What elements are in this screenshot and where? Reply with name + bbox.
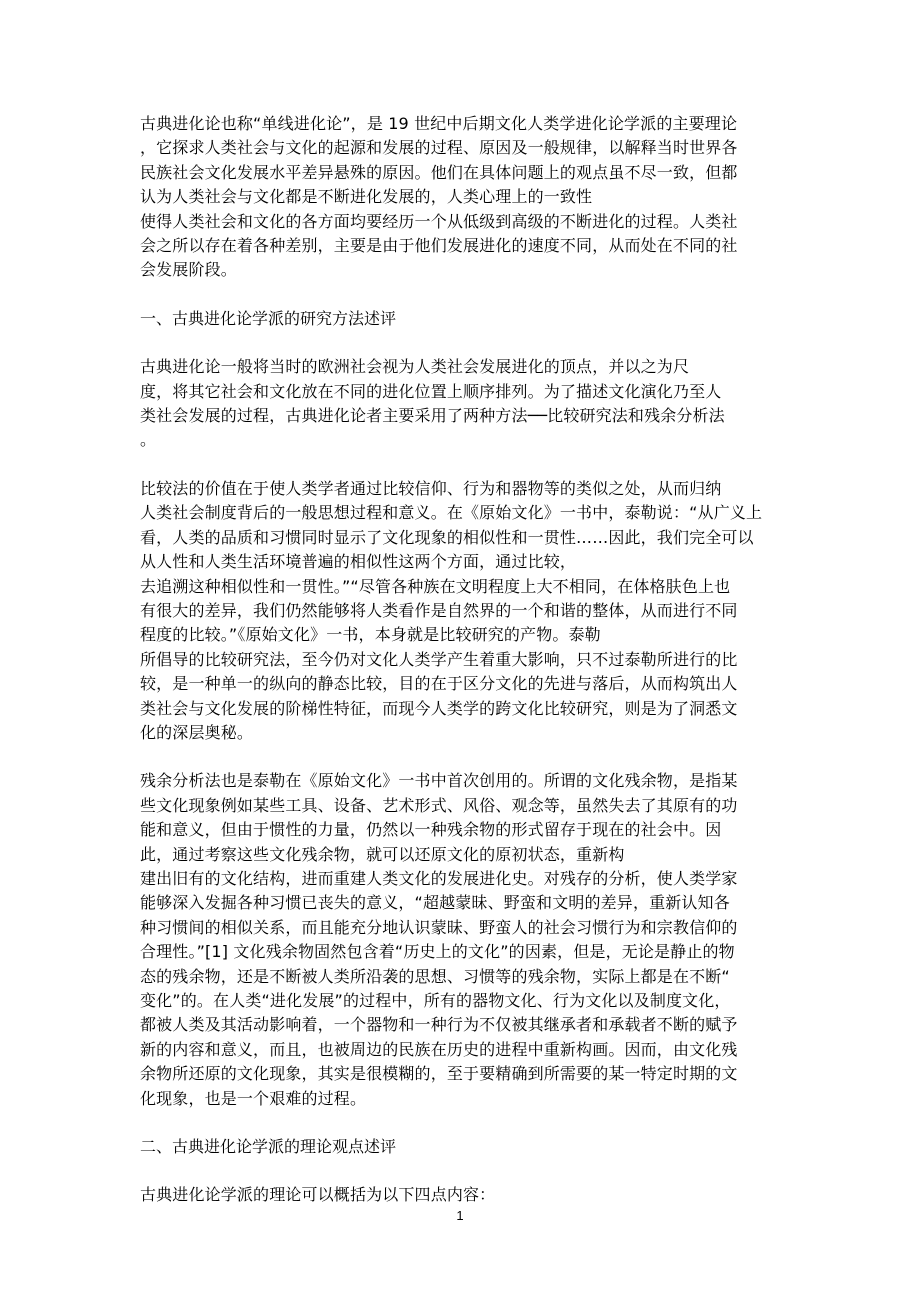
- section-2-paragraph-1: [140, 1183, 790, 1207]
- text-line: 认为人类社会与文化都是不断进化发展的，人类心理上的一致性: [140, 187, 593, 207]
- text-line: 合理性。”[1] 文化残余物固然包含着“历史上的文化”的因素，但是，无论是静止的物: [140, 942, 735, 962]
- text-line: 度，将其它社会和文化放在不同的进化位置上顺序排列。为了描述文化演化乃至人: [140, 381, 722, 401]
- text-line: ，它探求人类社会与文化的起源和发展的过程、原因及一般规律，以解释当时世界各: [140, 138, 738, 158]
- text-line: 都被人类及其活动影响着，一个器物和一种行为不仅被其继承者和承载者不断的赋予: [140, 1015, 738, 1035]
- document-body: [140, 112, 790, 1208]
- section-1-paragraph-3: [140, 769, 790, 1111]
- section-2-heading: 二、古典进化论学派的理论观点述评: [140, 1137, 397, 1157]
- text-line: 建出旧有的文化结构，进而重建人类文化的发展进化史。对残存的分析，使人类学家: [140, 868, 738, 888]
- text-line: 此，通过考察这些文化残余物，就可以还原文化的原初状态，重新构: [140, 844, 625, 864]
- text-line: 化的深层奥秘。: [140, 722, 254, 742]
- text-line: 余物所还原的文化现象，其实是很模糊的，至于要精确到所需要的某一特定时期的文: [140, 1064, 738, 1084]
- text-line: 古典进化论学派的理论可以概括为以下四点内容：: [140, 1185, 496, 1205]
- text-line: 人类社会制度背后的一般思想过程和意义。在《原始文化》一书中，泰勒说：“从广义上: [140, 503, 763, 523]
- text-line: 民族社会文化发展水平差异悬殊的原因。他们在具体问题上的观点虽不尽一致，但都: [140, 162, 738, 182]
- text-line: 有很大的差异，我们仍然能够将人类看作是自然界的一个和谐的整体，从而进行不同: [140, 600, 738, 620]
- text-line: 程度的比较。”《原始文化》一书，本身就是比较研究的产物。泰勒: [140, 625, 601, 645]
- text-line: 能够深入发掘各种习惯已丧失的意义，“超越蒙昧、野蛮和文明的差异，重新认知各: [140, 893, 730, 913]
- text-line: 化现象，也是一个艰难的过程。: [140, 1088, 367, 1108]
- text-line: 比较法的价值在于使人类学者通过比较信仰、行为和器物等的类似之处，从而归纳: [140, 478, 722, 498]
- intro-paragraph: [140, 112, 790, 283]
- text-line: 古典进化论也称“单线进化论”，是 19 世纪中后期文化人类学进化论学派的主要理论: [140, 114, 738, 133]
- text-line: 类社会发展的过程，古典进化论者主要采用了两种方法──比较研究法和残余分析法: [140, 406, 725, 426]
- section-1-paragraph-1: [140, 355, 790, 453]
- text-line: 较，是一种单一的纵向的静态比较，目的在于区分文化的先进与落后，从而构筑出人: [140, 674, 738, 694]
- text-line: 会之所以存在着各种差别，主要是由于他们发展进化的速度不同，从而处在不同的社: [140, 236, 738, 256]
- text-line: 类社会与文化发展的阶梯性特征，而现今人类学的跨文化比较研究，则是为了洞悉文: [140, 698, 738, 718]
- text-line: 古典进化论一般将当时的欧洲社会视为人类社会发展进化的顶点，并以之为尺: [140, 357, 690, 377]
- page-number: 1: [456, 1208, 464, 1223]
- section-1-paragraph-2: [140, 477, 790, 745]
- text-line: 从人性和人类生活环境普遍的相似性这两个方面，通过比较，: [140, 552, 577, 572]
- text-line: 新的内容和意义，而且，也被周边的民族在历史的进程中重新构画。因而，由文化残: [140, 1039, 738, 1059]
- text-line: 些文化现象例如某些工具、设备、艺术形式、风俗、观念等，虽然失去了其原有的功: [140, 795, 738, 815]
- text-line: 能和意义，但由于惯性的力量，仍然以一种残余物的形式留存于现在的社会中。因: [140, 820, 722, 840]
- text-line: 种习惯间的相似关系，而且能充分地认识蒙昧、野蛮人的社会习惯行为和宗教信仰的: [140, 917, 738, 937]
- text-line: 去追溯这种相似性和一贯性。”“尽管各种族在文明程度上大不相同，在体格肤色上也: [140, 576, 731, 596]
- text-line: 所倡导的比较研究法，至今仍对文化人类学产生着重大影响，只不过泰勒所进行的比: [140, 649, 738, 669]
- text-line: 使得人类社会和文化的各方面均要经历一个从低级到高级的不断进化的过程。人类社: [140, 211, 738, 231]
- text-line: 变化”的。在人类“进化发展”的过程中，所有的器物文化、行为文化以及制度文化，: [140, 991, 731, 1010]
- text-line: 会发展阶段。: [140, 260, 237, 280]
- text-line: 残余分析法也是泰勒在《原始文化》一书中首次创用的。所谓的文化残余物，是指某: [140, 771, 738, 791]
- text-line: 态的残余物，还是不断被人类所沿袭的思想、习惯等的残余物，实际上都是在不断“: [140, 966, 730, 986]
- text-line: 。: [140, 430, 157, 450]
- text-line: 看，人类的品质和习惯同时显示了文化现象的相似性和一贯性……因此，我们完全可以: [140, 527, 754, 547]
- section-1-heading: 一、古典进化论学派的研究方法述评: [140, 308, 397, 328]
